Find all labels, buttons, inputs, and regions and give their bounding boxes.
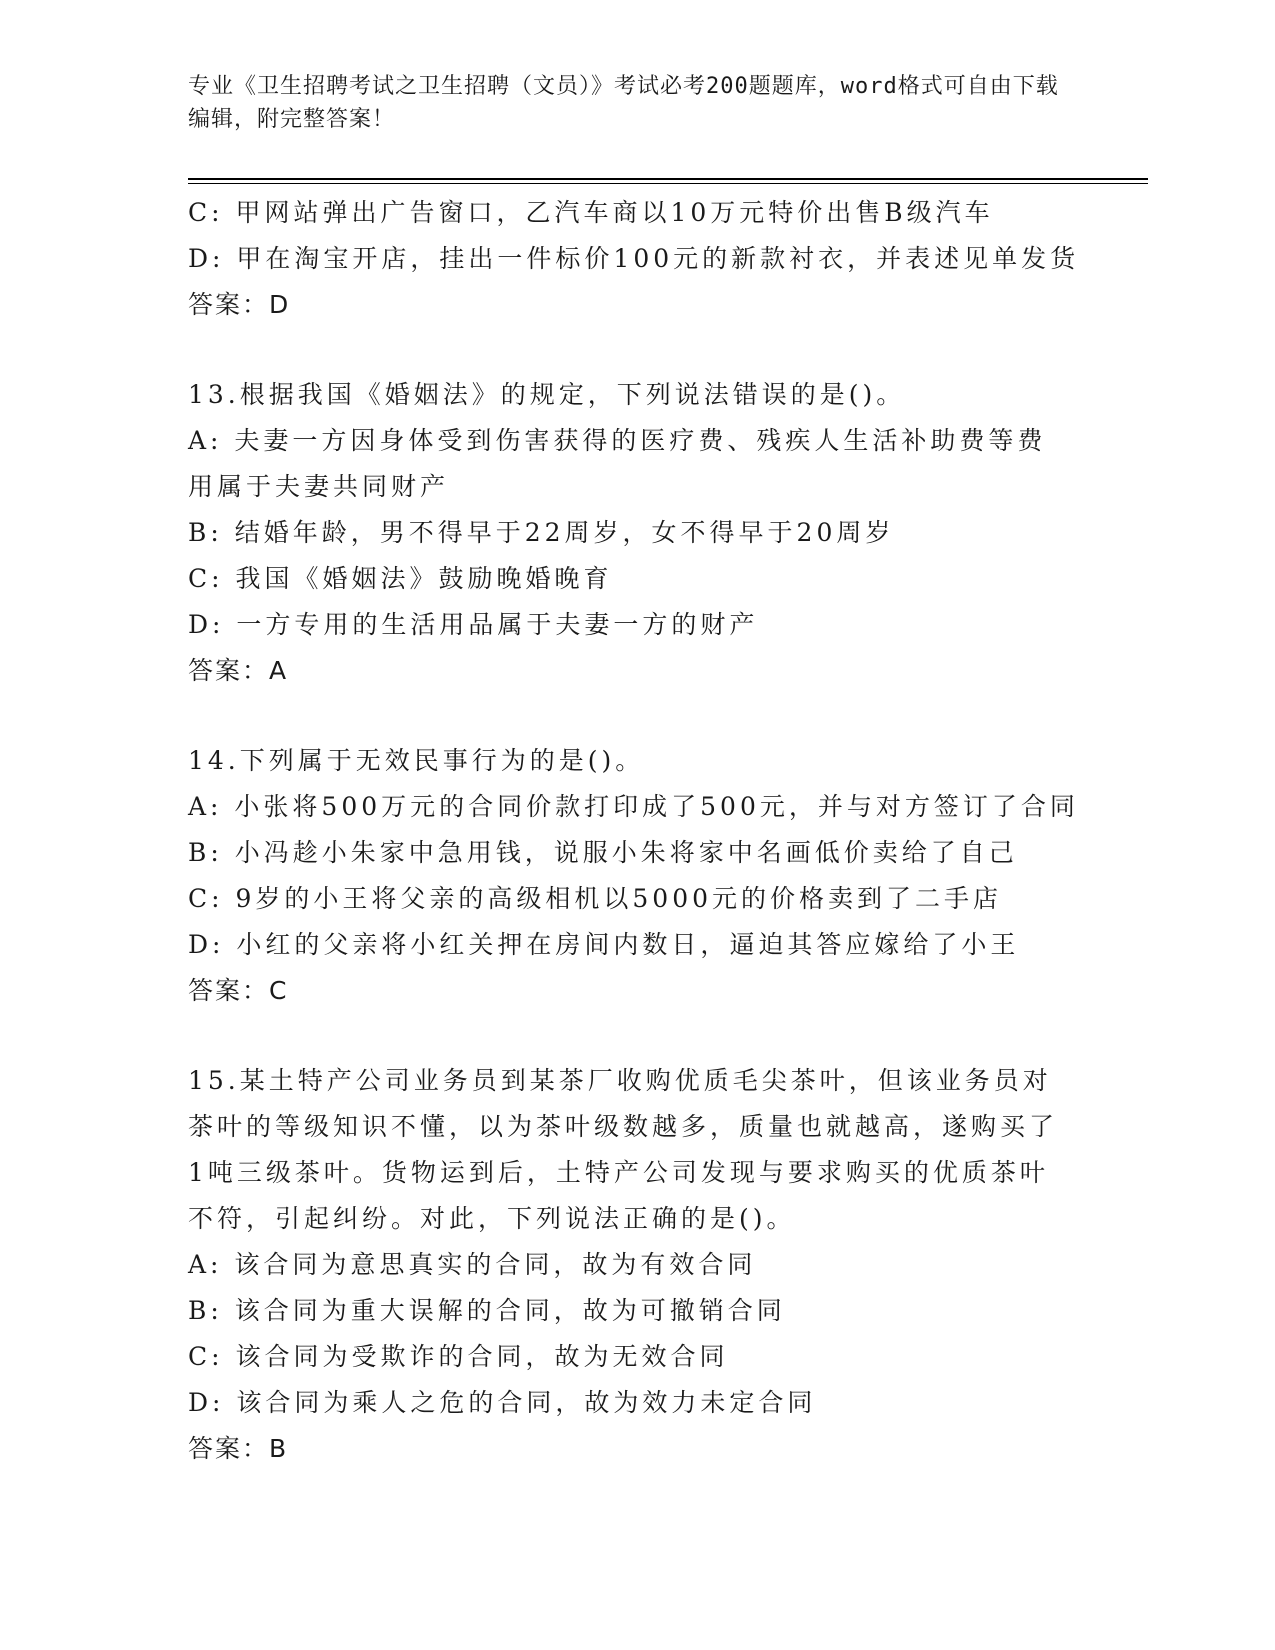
option-a: A: 小张将500万元的合同价款打印成了500元，并与对方签订了合同: [188, 792, 1079, 821]
option-b: B: 该合同为重大误解的合同，故为可撤销合同: [188, 1296, 786, 1325]
answer-line: 答案：A: [188, 656, 289, 685]
option-d: D: 一方专用的生活用品属于夫妻一方的财产: [188, 610, 759, 639]
option-d: D: 甲在淘宝开店，挂出一件标价100元的新款衬衣，并表述见单发货: [188, 244, 1080, 273]
option-b: B: 小冯趁小朱家中急用钱，说服小朱将家中名画低价卖给了自己: [188, 838, 1018, 867]
option-a: A: 夫妻一方因身体受到伤害获得的医疗费、残疾人生活补助费等费用属于夫妻共同财产: [188, 426, 1047, 501]
question-14: [188, 738, 1079, 1014]
option-d: D: 小红的父亲将小红关押在房间内数日，逼迫其答应嫁给了小王: [188, 930, 1020, 959]
answer-line: 答案：D: [188, 290, 291, 319]
previous-question-tail: [188, 190, 1080, 328]
question-content: [188, 190, 1080, 1472]
question-13: [188, 372, 1068, 694]
option-c: C: 甲网站弹出广告窗口，乙汽车商以10万元特价出售B级汽车: [188, 198, 994, 227]
option-c: C: 该合同为受欺诈的合同，故为无效合同: [188, 1342, 729, 1371]
option-b: B: 结婚年龄，男不得早于22周岁，女不得早于20周岁: [188, 518, 895, 547]
header-rule-thick: [188, 178, 1148, 180]
question-stem: 15.某土特产公司业务员到某茶厂收购优质毛尖茶叶，但该业务员对茶叶的等级知识不懂，以为茶叶级数越多，质量也就越高，遂购买了1吨三级茶叶。货物运到后，土特产公司发现与要求购买的优质茶叶不符，引起纠纷。对此，下列说法正确的是()。: [188, 1066, 1059, 1233]
question-stem: 13.根据我国《婚姻法》的规定，下列说法错误的是()。: [188, 380, 906, 409]
answer-line: 答案：C: [188, 976, 289, 1005]
document-header: 专业《卫生招聘考试之卫生招聘（文员）》考试必考200题题库，word格式可自由下载编辑，附完整答案！: [188, 74, 1059, 132]
option-d: D: 该合同为乘人之危的合同，故为效力未定合同: [188, 1388, 817, 1417]
header-rule-thin: [188, 183, 1148, 184]
question-15: [188, 1058, 1068, 1472]
option-a: A: 该合同为意思真实的合同，故为有效合同: [188, 1250, 757, 1279]
option-c: C: 9岁的小王将父亲的高级相机以5000元的价格卖到了二手店: [188, 884, 1003, 913]
option-c: C: 我国《婚姻法》鼓励晚婚晚育: [188, 564, 613, 593]
question-stem: 14.下列属于无效民事行为的是()。: [188, 746, 645, 775]
answer-line: 答案：B: [188, 1434, 289, 1463]
